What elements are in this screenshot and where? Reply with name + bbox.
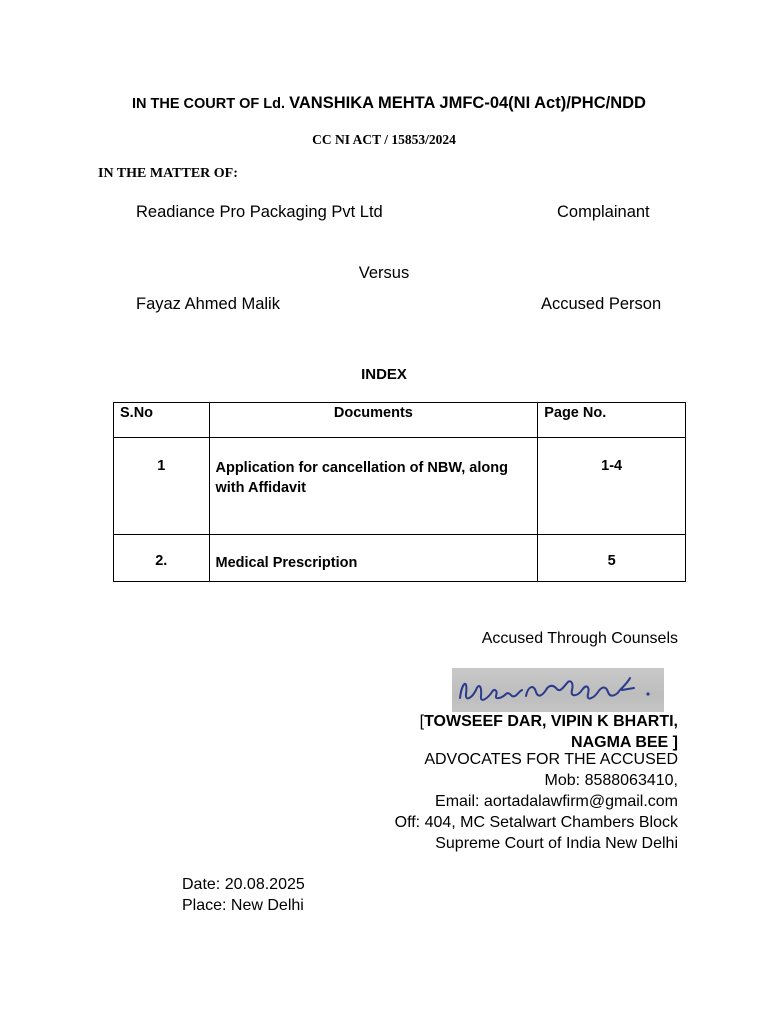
- row-sno: 2.: [114, 535, 210, 582]
- counsel-names-line2: NAGMA BEE ]: [571, 734, 678, 751]
- row-pages: 5: [538, 535, 686, 582]
- row-pages: 1-4: [538, 438, 686, 535]
- court-prefix: IN THE COURT OF Ld.: [132, 96, 286, 112]
- table-header-row: [114, 403, 686, 438]
- advocate-role: ADVOCATES FOR THE ACCUSED: [424, 751, 678, 768]
- table-row: [114, 535, 686, 582]
- bracket-open: [: [419, 713, 425, 730]
- mobile-number: Mob: 8588063410,: [544, 772, 678, 789]
- matter-label: IN THE MATTER OF:: [98, 166, 238, 181]
- counsel-names: TOWSEEF DAR, VIPIN K BHARTI,: [424, 713, 678, 730]
- row-document: Application for cancellation of NBW, along with Affidavit: [209, 438, 538, 535]
- office-address: Off: 404, MC Setalwart Chambers Block: [394, 814, 678, 831]
- column-header-page: Page No.: [538, 403, 686, 438]
- column-header-sno: S.No: [114, 403, 210, 438]
- index-table: [113, 402, 686, 582]
- counsel-names-line1: [420, 713, 678, 731]
- complainant-role: Complainant: [557, 203, 650, 221]
- document-date: Date: 20.08.2025: [182, 876, 305, 893]
- index-title: INDEX: [361, 366, 407, 383]
- signature-image: [452, 668, 664, 712]
- through-counsels: Accused Through Counsels: [481, 630, 678, 647]
- accused-role: Accused Person: [541, 295, 662, 313]
- email-address: Email: aortadalawfirm@gmail.com: [435, 793, 678, 810]
- complainant-name: Readiance Pro Packaging Pvt Ltd: [136, 203, 383, 221]
- table-row: [114, 438, 686, 535]
- column-header-documents: Documents: [209, 403, 538, 438]
- row-sno: 1: [114, 438, 210, 535]
- row-document: Medical Prescription: [209, 535, 538, 582]
- signature-icon: [452, 668, 664, 712]
- accused-name: Fayaz Ahmed Malik: [136, 295, 280, 313]
- court-title: [0, 94, 768, 113]
- case-number: CC NI ACT / 15853/2024: [312, 132, 456, 147]
- document-place: Place: New Delhi: [182, 897, 304, 914]
- court-address: Supreme Court of India New Delhi: [435, 835, 678, 852]
- versus-label: Versus: [358, 264, 410, 282]
- court-judge: VANSHIKA MEHTA JMFC-04(NI Act)/PHC/NDD: [289, 94, 646, 112]
